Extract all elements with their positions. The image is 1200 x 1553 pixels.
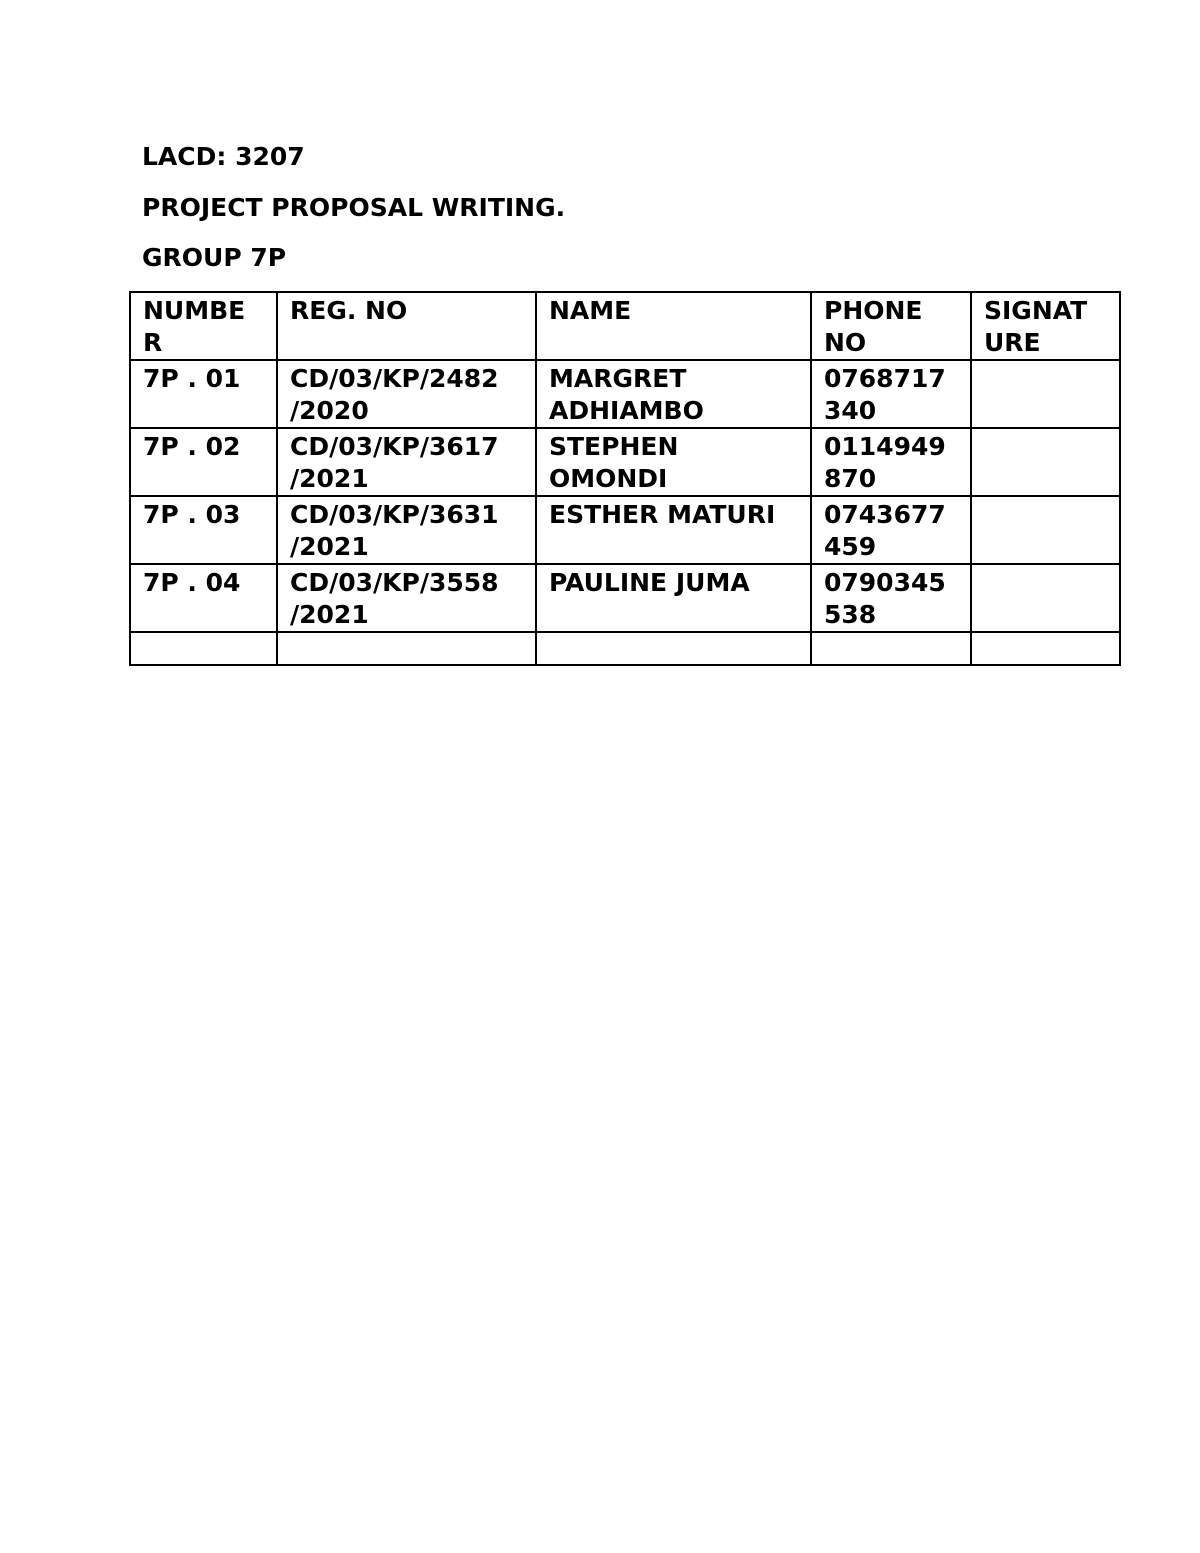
cell-reg-no: CD/03/KP/2482 /2020 — [277, 360, 536, 428]
cell-number: 7P . 04 — [130, 564, 277, 632]
cell-name: PAULINE JUMA — [536, 564, 811, 632]
cell-signature — [971, 564, 1120, 632]
cell-phone: 0114949 870 — [811, 428, 971, 496]
document-title: PROJECT PROPOSAL WRITING. — [142, 193, 566, 222]
header-name: NAME — [536, 292, 811, 360]
table-row — [130, 428, 1120, 496]
course-code: LACD: 3207 — [142, 142, 305, 171]
cell-signature — [971, 428, 1120, 496]
cell-name: ESTHER MATURI — [536, 496, 811, 564]
group-label: GROUP 7P — [142, 243, 287, 272]
header-signature: SIGNAT URE — [971, 292, 1120, 360]
cell-name: STEPHEN OMONDI — [536, 428, 811, 496]
cell-phone: 0790345 538 — [811, 564, 971, 632]
table-row-empty — [130, 632, 1120, 665]
cell-phone: 0768717 340 — [811, 360, 971, 428]
table-row — [130, 564, 1120, 632]
cell-phone: 0743677 459 — [811, 496, 971, 564]
table-header-row — [130, 292, 1120, 360]
header-number: NUMBE R — [130, 292, 277, 360]
cell-number: 7P . 03 — [130, 496, 277, 564]
cell-reg-no: CD/03/KP/3631 /2021 — [277, 496, 536, 564]
cell-number: 7P . 01 — [130, 360, 277, 428]
cell-number — [130, 632, 277, 665]
cell-phone — [811, 632, 971, 665]
cell-number: 7P . 02 — [130, 428, 277, 496]
cell-reg-no: CD/03/KP/3558 /2021 — [277, 564, 536, 632]
table-row — [130, 360, 1120, 428]
cell-reg-no — [277, 632, 536, 665]
cell-reg-no: CD/03/KP/3617 /2021 — [277, 428, 536, 496]
table-row — [130, 496, 1120, 564]
header-reg-no: REG. NO — [277, 292, 536, 360]
cell-signature — [971, 632, 1120, 665]
group-members-table — [129, 291, 1121, 666]
cell-name — [536, 632, 811, 665]
cell-signature — [971, 496, 1120, 564]
header-phone-no: PHONE NO — [811, 292, 971, 360]
cell-name: MARGRET ADHIAMBO — [536, 360, 811, 428]
cell-signature — [971, 360, 1120, 428]
